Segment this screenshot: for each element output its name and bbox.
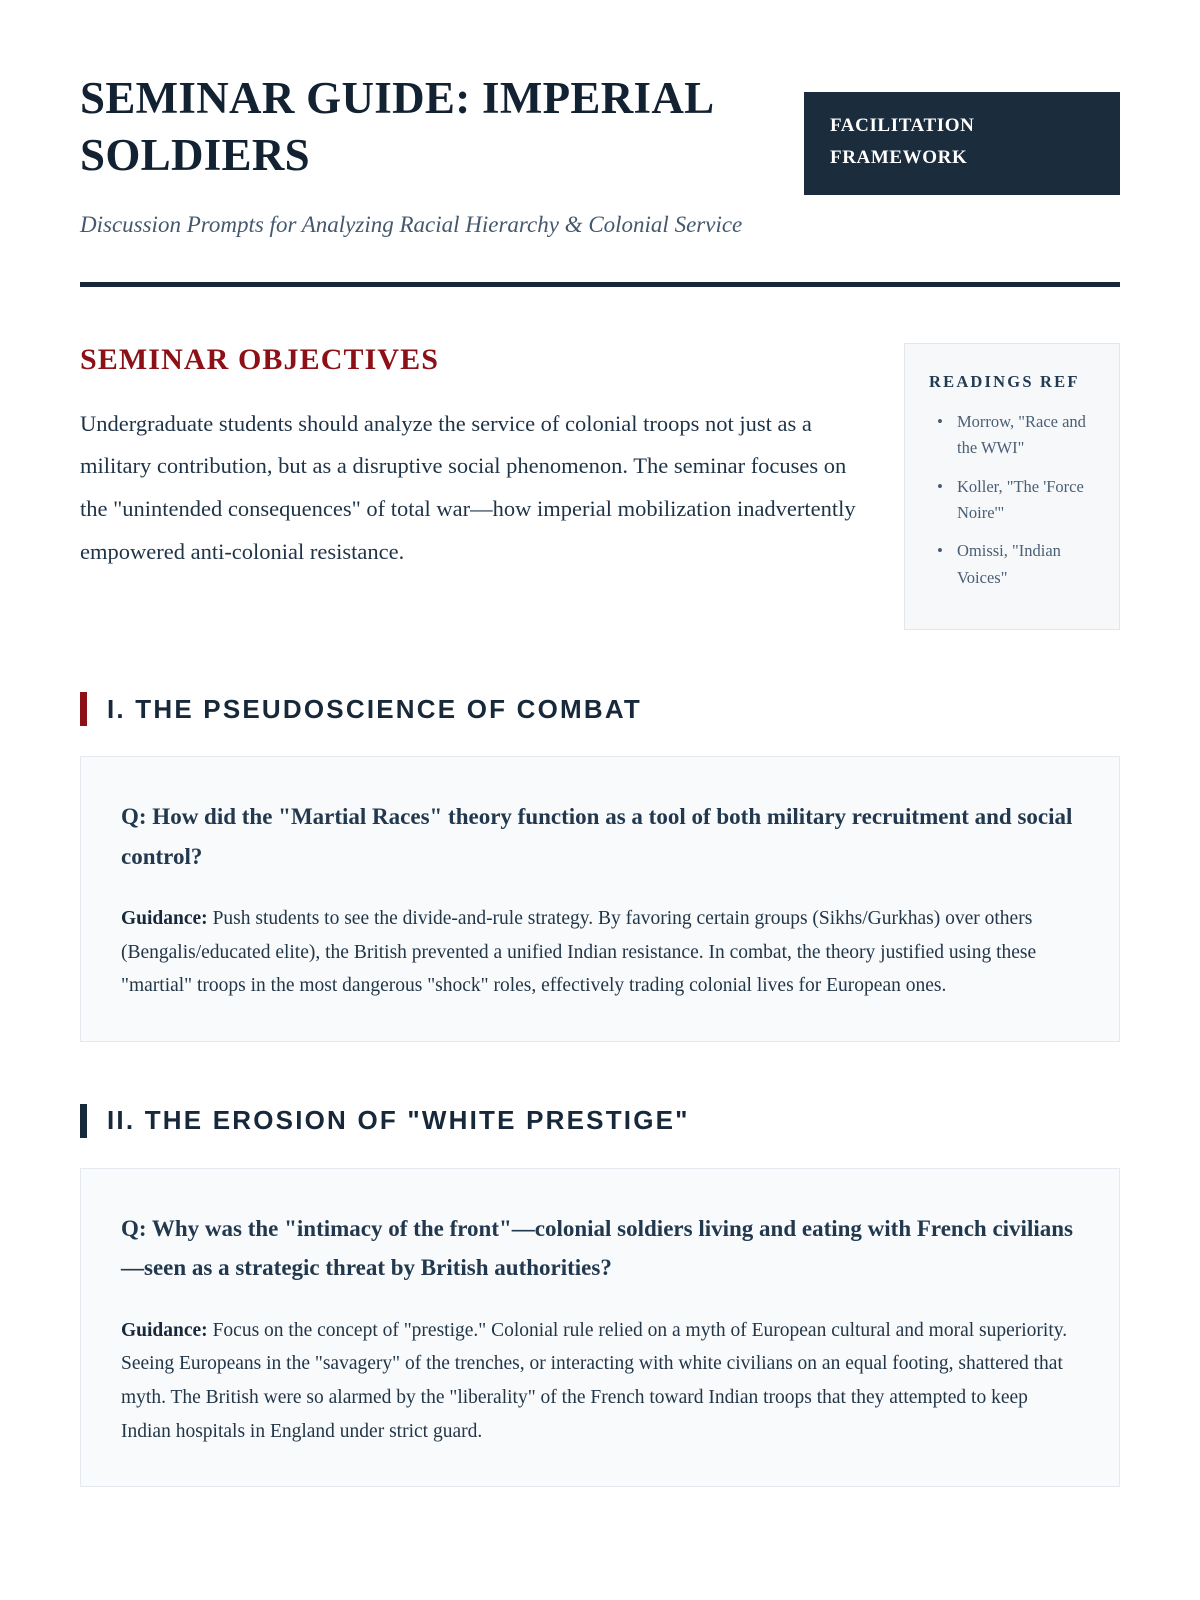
- guidance-label: Guidance:: [121, 908, 208, 930]
- page-title: SEMINAR GUIDE: IMPERIAL SOLDIERS: [80, 73, 712, 180]
- objectives-heading: SEMINAR OBJECTIVES: [80, 342, 440, 376]
- section-2-title: II. THE EROSION OF "WHITE PRESTIGE": [107, 1105, 690, 1136]
- section-accent-bar-icon: [80, 1104, 87, 1138]
- facilitation-framework-badge: [804, 92, 1120, 195]
- badge-line-1: FACILITATION: [830, 115, 975, 136]
- readings-ref-title: READINGS REF: [929, 371, 1080, 391]
- header-divider: [80, 282, 1120, 287]
- section-accent-bar-icon: [80, 692, 87, 726]
- readings-ref-panel: [904, 343, 1120, 631]
- page-subtitle: Discussion Prompts for Analyzing Racial Hierarchy & Colonial Service: [80, 212, 743, 238]
- section-2-qa-card: [80, 1168, 1120, 1487]
- section-1-question: Q: How did the "Martial Races" theory function as a tool of both military recruitment and social control?: [121, 804, 1073, 869]
- badge-line-2: FRAMEWORK: [830, 147, 968, 169]
- guidance-label: Guidance:: [121, 1319, 208, 1341]
- section-1-guidance: [121, 902, 1079, 1003]
- section-2-header: [80, 1104, 1120, 1138]
- list-item: • Koller, "The 'Force Noire'": [929, 474, 1099, 527]
- list-item: • Morrow, "Race and the WWI": [929, 409, 1099, 462]
- objectives-row: [80, 343, 1120, 631]
- section-1: [80, 692, 1120, 1042]
- readings-ref-list: [929, 409, 1099, 591]
- document-header: [80, 70, 1120, 242]
- guidance-text: Focus on the concept of "prestige." Colonial rule relied on a myth of European cultural and moral superiority. Seeing Europeans in the "savagery" of the trenches, or interacting with white civilians on an equal footing, shattered that myth. The British were so alarmed by the "liberality" of the French toward Indian troops that they attempted to keep Indian hospitals in England under strict guard.: [121, 1319, 1068, 1442]
- list-item: • Omissi, "Indian Voices": [929, 538, 1099, 591]
- section-2: [80, 1104, 1120, 1487]
- section-2-guidance: [121, 1314, 1079, 1448]
- guidance-text: Push students to see the divide-and-rule strategy. By favoring certain groups (Sikhs/Gurkhas) over others (Bengalis/educated elite), the British prevented a unified Indian resistance. In combat, the theory justified using these "martial" troops in the most dangerous "shock" roles, effectively trading colonial lives for European ones.: [121, 908, 1037, 997]
- section-1-qa-card: [80, 756, 1120, 1042]
- section-2-question: Q: Why was the "intimacy of the front"—colonial soldiers living and eating with French civilians—seen as a strategic threat by British authorities?: [121, 1215, 1073, 1281]
- section-1-header: [80, 692, 1120, 726]
- section-1-title: I. THE PSEUDOSCIENCE OF COMBAT: [107, 693, 642, 724]
- title-block: [80, 70, 760, 242]
- objectives-body: Undergraduate students should analyze the service of colonial troops not just as a military contribution, but as a disruptive social phenomenon. The seminar focuses on the "unintended consequences" of total war—how imperial mobilization inadvertently empowered anti-colonial resistance.: [80, 410, 856, 564]
- objectives-block: [80, 343, 858, 574]
